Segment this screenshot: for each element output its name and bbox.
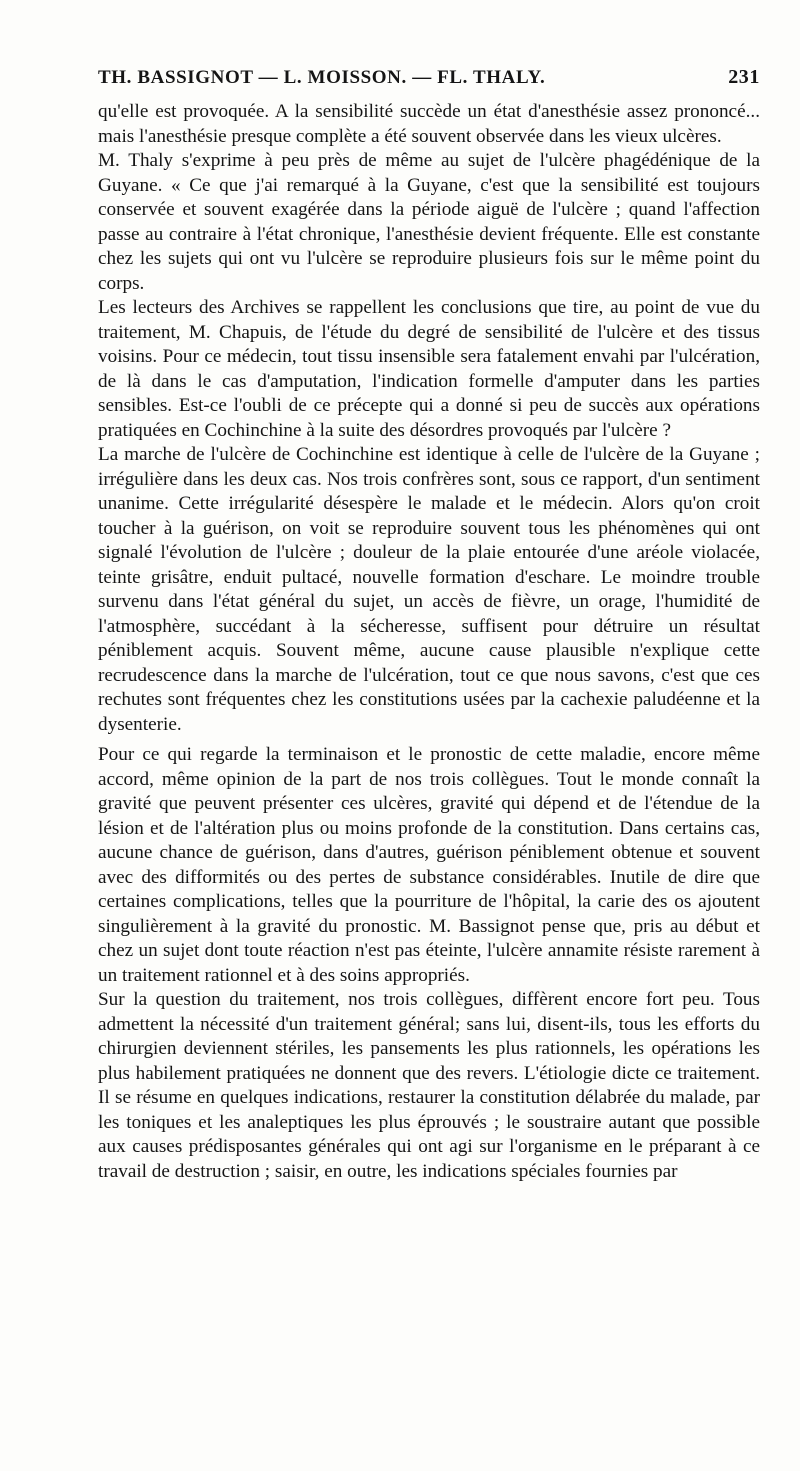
- paragraph-5: Pour ce qui regarde la terminaison et le pronostic de cette maladie, encore même accord, même opinion de la part de nos trois collègues. Tout le monde connaît la gravité que peuvent présenter ces ulcères, gravité qui dépend et de l'étendue de la lésion et de l'altération plus ou moins profonde de la constitution. Dans certains cas, aucune chance de guérison, dans d'autres, guérison péniblement obtenue et souvent avec des difformités ou des pertes de substance considérables. Inutile de dire que certaines complications, telles que la pourriture de l'hôpital, la carie des os ajoutent singulièrement à la gravité du pronostic. M. Bassignot pense que, pris au début et chez un sujet dont toute réaction n'est pas éteinte, l'ulcère annamite résiste rarement à un traitement rationnel et à des soins appropriés.: [98, 744, 760, 986]
- page-number: 231: [728, 66, 760, 88]
- body-text: [98, 100, 760, 1184]
- header-authors: TH. BASSIGNOT — L. MOISSON. — FL. THALY.: [98, 67, 546, 88]
- paragraph-4: La marche de l'ulcère de Cochinchine est identique à celle de l'ulcère de la Guyane ; irrégulière dans les deux cas. Nos trois confrères sont, sous ce rapport, d'un sentiment unanime. Cette irrégularité désespère le malade et le médecin. Alors qu'on croit toucher à la guérison, on voit se reproduire souvent tous les phénomènes qui ont signalé l'évolution de l'ulcère ; douleur de la plaie entourée d'une aréole violacée, teinte grisâtre, enduit pultacé, nouvelle formation d'eschare. Le moindre trouble survenu dans l'état général du sujet, un accès de fièvre, un orage, l'humidité de l'atmosphère, succédant à la sécheresse, suffisent pour détruire un résultat péniblement acquis. Souvent même, aucune cause plausible n'explique cette recrudescence dans la marche de l'ulcération, tout ce que nous savons, c'est que ces rechutes sont fréquentes chez les constitutions usées par la cachexie paludéenne et la dysenterie.: [98, 444, 760, 735]
- running-header: [98, 66, 760, 100]
- paragraph-1: qu'elle est provoquée. A la sensibilité succède un état d'anesthésie assez prononcé... mais l'anesthésie presque complète a été souvent observée dans les vieux ulcères.: [98, 101, 760, 147]
- paragraph-3: Les lecteurs des Archives se rappellent les conclusions que tire, au point de vue du traitement, M. Chapuis, de l'étude du degré de sensibilité de l'ulcère et des tissus voisins. Pour ce médecin, tout tissu insensible sera fatalement envahi par l'ulcération, de là dans le cas d'amputation, l'indication formelle d'amputer dans les parties sensibles. Est-ce l'oubli de ce précepte qui a donné si peu de succès aux opérations pratiquées en Cochinchine à la suite des désordres provoqués par l'ulcère ?: [98, 297, 760, 441]
- paragraph-2: M. Thaly s'exprime à peu près de même au sujet de l'ulcère phagédénique de la Guyane. « Ce que j'ai remarqué à la Guyane, c'est que la sensibilité est toujours conservée et souvent exagérée dans la période aiguë de l'ulcère ; quand l'affection passe au contraire à l'état chronique, l'anesthésie devient fréquente. Elle est constante chez les sujets qui ont vu l'ulcère se reproduire plusieurs fois sur le même point du corps.: [98, 150, 760, 294]
- paragraph-6: Sur la question du traitement, nos trois collègues, diffèrent encore fort peu. Tous admettent la nécessité d'un traitement général; sans lui, disent-ils, tous les efforts du chirurgien deviennent stériles, les pansements les plus rationnels, les opérations les plus habilement pratiquées ne donnent que des revers. L'étiologie dicte ce traitement. Il se résume en quelques indications, restaurer la constitution délabrée du malade, par les toniques et les analeptiques les plus éprouvés ; le soustraire autant que possible aux causes prédisposantes générales qui ont agi sur l'organisme en le préparant à ce travail de destruction ; saisir, en outre, les indications spéciales fournies par: [98, 989, 760, 1182]
